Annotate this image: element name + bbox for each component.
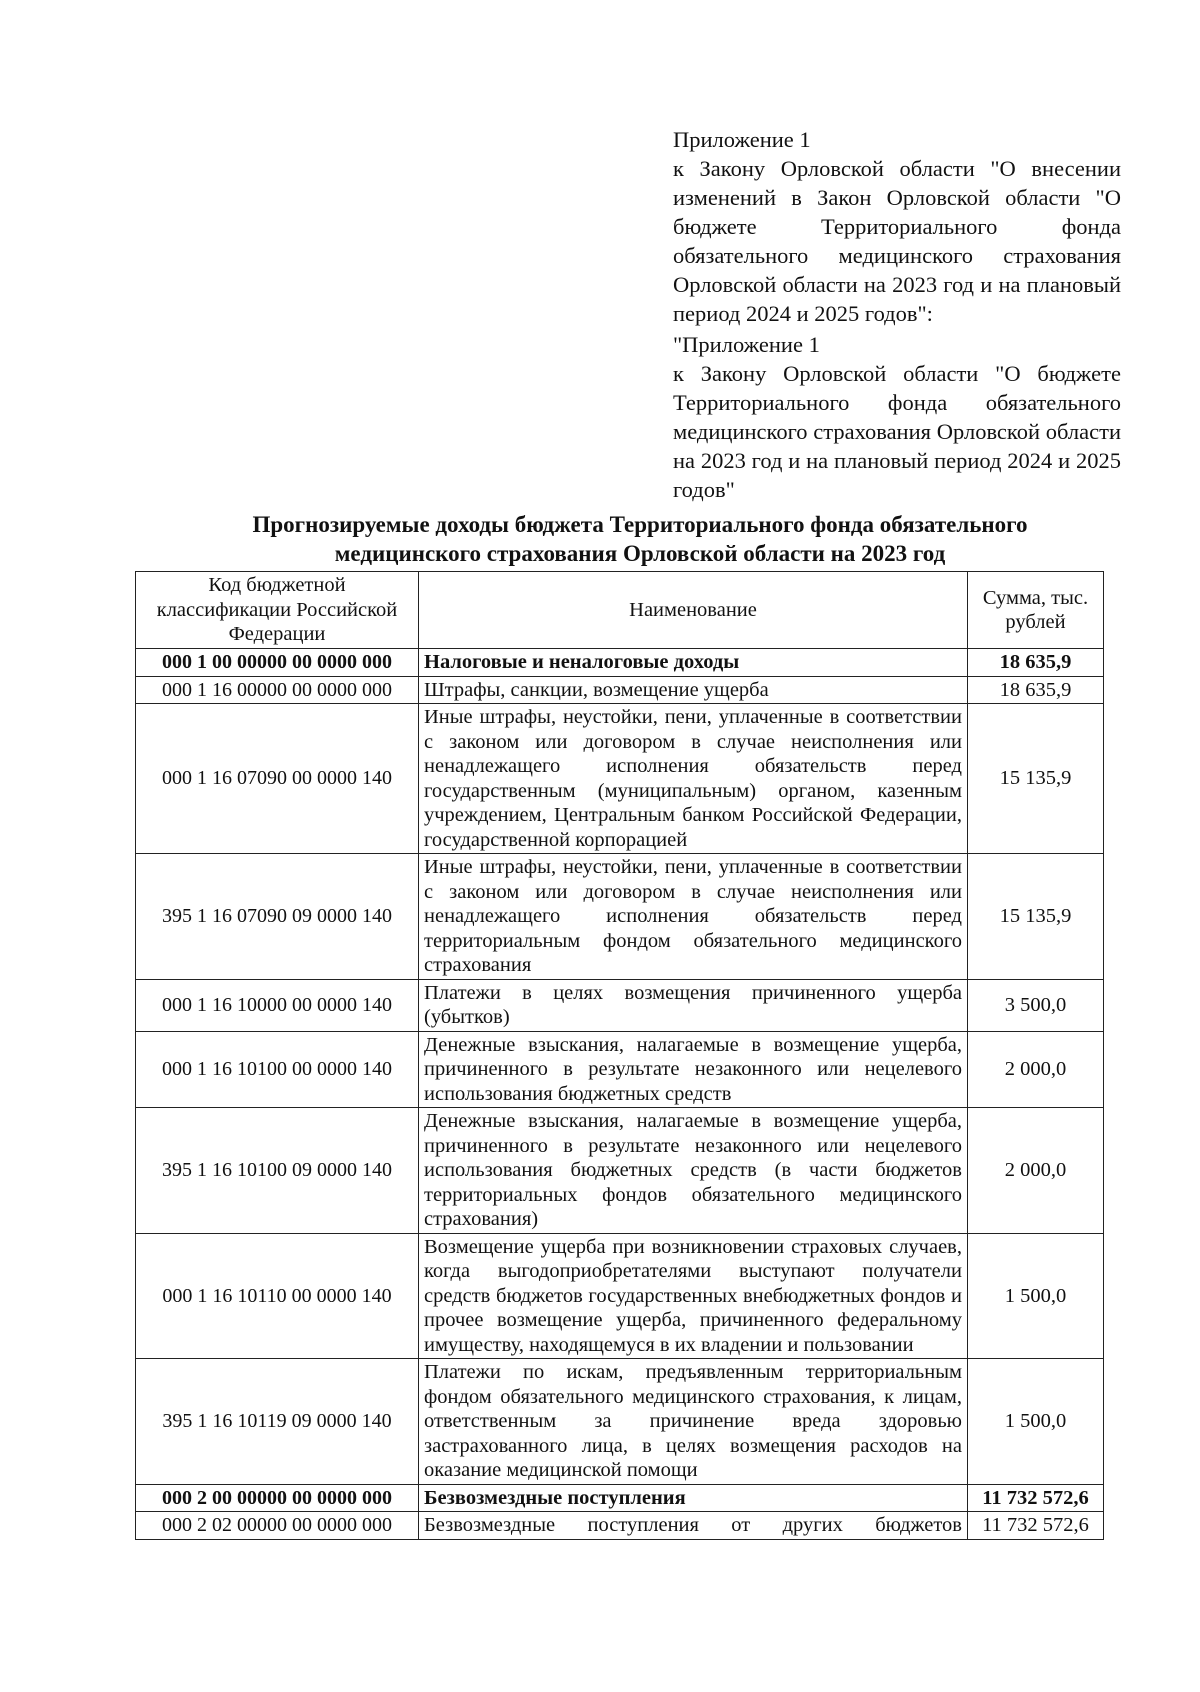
revenue-table <box>135 571 1104 1540</box>
row-name: Безвозмездные поступления от других бюджетов <box>419 1512 968 1540</box>
annex-quote-text: к Закону Орловской области "О бюджете Территориального фонда обязательного медицинского страхования Орловской области на 2023 год и на плановый период 2024 и 2025 годов" <box>673 361 1121 502</box>
header-amount: Сумма, тыс. рублей <box>968 572 1104 649</box>
row-name: Иные штрафы, неустойки, пени, уплаченные в соответствии с законом или договором в случае неисполнения или ненадлежащего исполнения обязательств перед государственным (муниципальным) органом, казенным учреждением, Центральным банком Российской Федерации, государственной корпорацией <box>419 704 968 854</box>
row-name: Налоговые и неналоговые доходы <box>419 649 968 677</box>
table-row <box>136 649 1104 677</box>
table-header-row <box>136 572 1104 649</box>
table-row <box>136 1108 1104 1234</box>
row-name: Возмещение ущерба при возникновении страховых случаев, когда выгодоприобретателями выступают получатели средств бюджетов государственных внебюджетных фондов и прочее возмещение ущерба, причиненного федеральному имуществу, находящемуся в их владении и пользовании <box>419 1233 968 1359</box>
table-row <box>136 704 1104 854</box>
table-row <box>136 1359 1104 1485</box>
row-amount: 15 135,9 <box>968 854 1104 980</box>
row-amount: 18 635,9 <box>968 649 1104 677</box>
row-name: Иные штрафы, неустойки, пени, уплаченные в соответствии с законом или договором в случае неисполнения или ненадлежащего исполнения обязательств перед территориальным фондом обязательного медицинского страхования <box>419 854 968 980</box>
header-name: Наименование <box>419 572 968 649</box>
document-title-line1: Прогнозируемые доходы бюджета Территориального фонда обязательного <box>252 512 1028 537</box>
table-row <box>136 1233 1104 1359</box>
row-amount: 11 732 572,6 <box>968 1512 1104 1540</box>
row-code: 000 1 16 10110 00 0000 140 <box>136 1233 419 1359</box>
table-row <box>136 979 1104 1031</box>
row-code: 000 2 00 00000 00 0000 000 <box>136 1484 419 1512</box>
row-code: 000 1 16 10100 00 0000 140 <box>136 1031 419 1108</box>
row-amount: 2 000,0 <box>968 1031 1104 1108</box>
document-title <box>140 510 1140 568</box>
table-row <box>136 1512 1104 1540</box>
row-amount: 18 635,9 <box>968 676 1104 704</box>
table-row <box>136 676 1104 704</box>
header-code: Код бюджетной классификации Российской Федерации <box>136 572 419 649</box>
row-code: 395 1 16 10119 09 0000 140 <box>136 1359 419 1485</box>
row-code: 000 1 16 00000 00 0000 000 <box>136 676 419 704</box>
annex-quote <box>673 330 1121 504</box>
annex-header-title: Приложение 1 <box>673 127 811 152</box>
row-code: 000 1 00 00000 00 0000 000 <box>136 649 419 677</box>
row-amount: 15 135,9 <box>968 704 1104 854</box>
table-row <box>136 1031 1104 1108</box>
row-name: Штрафы, санкции, возмещение ущерба <box>419 676 968 704</box>
row-code: 000 2 02 00000 00 0000 000 <box>136 1512 419 1540</box>
row-name: Денежные взыскания, налагаемые в возмещение ущерба, причиненного в результате незаконного или нецелевого использования бюджетных средств (в части бюджетов территориальных фондов обязательного медицинского страхования) <box>419 1108 968 1234</box>
row-code: 000 1 16 10000 00 0000 140 <box>136 979 419 1031</box>
annex-header-text: к Закону Орловской области "О внесении изменений в Закон Орловской области "О бюджете Территориального фонда обязательного медицинского страхования Орловской области на 2023 год и на плановый период 2024 и 2025 годов": <box>673 156 1121 326</box>
row-code: 000 1 16 07090 00 0000 140 <box>136 704 419 854</box>
row-amount: 3 500,0 <box>968 979 1104 1031</box>
annex-quote-title: "Приложение 1 <box>673 332 820 357</box>
row-amount: 2 000,0 <box>968 1108 1104 1234</box>
row-amount: 1 500,0 <box>968 1233 1104 1359</box>
row-code: 395 1 16 07090 09 0000 140 <box>136 854 419 980</box>
table-row <box>136 1484 1104 1512</box>
row-name: Денежные взыскания, налагаемые в возмещение ущерба, причиненного в результате незаконного или нецелевого использования бюджетных средств <box>419 1031 968 1108</box>
row-amount: 11 732 572,6 <box>968 1484 1104 1512</box>
row-name: Безвозмездные поступления <box>419 1484 968 1512</box>
document-title-line2: медицинского страхования Орловской области на 2023 год <box>334 541 946 566</box>
row-name: Платежи в целях возмещения причиненного ущерба (убытков) <box>419 979 968 1031</box>
row-amount: 1 500,0 <box>968 1359 1104 1485</box>
row-name: Платежи по искам, предъявленным территориальным фондом обязательного медицинского страхования, к лицам, ответственным за причинение вреда здоровью застрахованного лица, в целях возмещения расходов на оказание медицинской помощи <box>419 1359 968 1485</box>
table-row <box>136 854 1104 980</box>
row-code: 395 1 16 10100 09 0000 140 <box>136 1108 419 1234</box>
annex-header <box>673 125 1121 328</box>
